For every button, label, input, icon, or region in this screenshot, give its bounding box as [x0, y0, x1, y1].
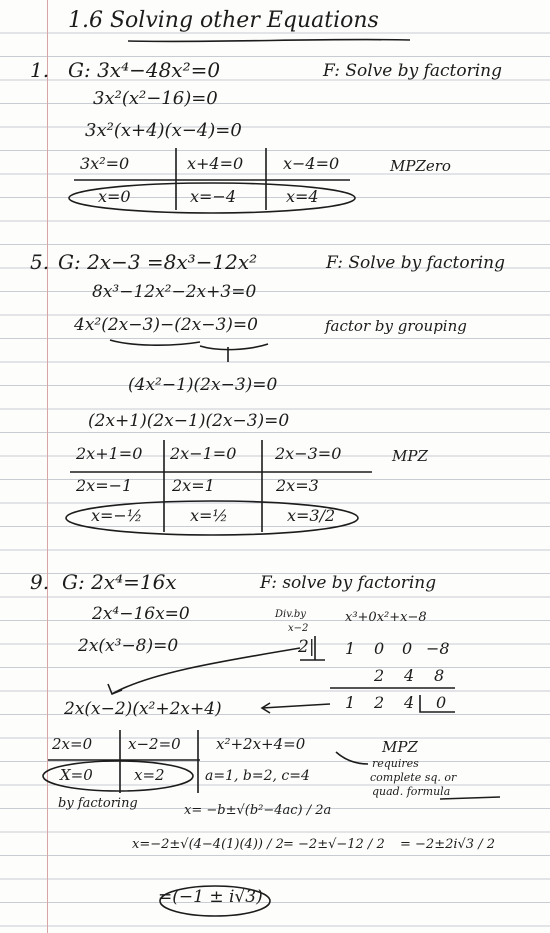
quad-formula-underline	[440, 797, 500, 799]
problem-1-mpz: MPZero	[390, 157, 451, 175]
problem-9-case-3: x²+2x+4=0	[216, 735, 306, 753]
requires-note-1: requires	[372, 757, 419, 770]
synthetic-row3-cell: 0	[436, 693, 447, 712]
problem-9-factored: 2x(x−2)(x²+2x+4)	[64, 699, 222, 719]
problem-5-case-1: 2x+1=0	[76, 444, 143, 463]
p1-solution-circle	[69, 183, 355, 213]
p5-solution-circle	[66, 501, 358, 535]
synthetic-divisor: 2|	[298, 637, 315, 657]
problem-9-div-note-1: Div.by	[275, 609, 306, 620]
final-answer: =(−1 ± i√3)	[158, 887, 263, 907]
problem-1-solution-2: x=−4	[190, 187, 237, 206]
requires-pointer	[336, 752, 368, 764]
problem-9-case-1: 2x=0	[52, 735, 93, 753]
problem-5-number: 5.	[30, 250, 50, 274]
substitution-3: = −2±2i√3 / 2	[400, 837, 495, 852]
problem-1-find: F: Solve by factoring	[323, 61, 503, 81]
synthetic-row1-cell: −8	[426, 639, 450, 658]
problem-5-isolate-3: 2x=3	[276, 476, 319, 495]
problem-5-step-4: (2x+1)(2x−1)(2x−3)=0	[88, 411, 290, 431]
problem-5-grouping-note: factor by grouping	[325, 317, 467, 335]
problem-5-solution-3: x=3/2	[287, 506, 336, 525]
synthetic-row2-cell: 8	[434, 666, 445, 685]
problem-5-solution-1: x=−½	[91, 506, 143, 525]
synthetic-row2-cell: 4	[404, 666, 415, 685]
arrow-to-factored	[262, 704, 330, 708]
p9-solution-circle	[43, 761, 193, 791]
problem-5-step-1: 8x³−12x²−2x+3=0	[92, 282, 257, 302]
problem-1-solution-3: x=4	[286, 187, 319, 206]
problem-1-case-1: 3x²=0	[80, 154, 130, 173]
synthetic-row3-cell: 4	[404, 693, 415, 712]
problem-5-isolate-2: 2x=1	[172, 476, 215, 495]
problem-9-step-2: 2x(x³−8)=0	[78, 636, 179, 656]
problem-9-div-note-2: x−2	[288, 623, 309, 634]
problem-9-find: F: solve by factoring	[260, 573, 437, 593]
problem-9-given: G: 2x⁴=16x	[62, 570, 177, 594]
problem-9-case-2: x−2=0	[128, 735, 181, 753]
problem-5-step-2: 4x²(2x−3)−(2x−3)=0	[74, 315, 258, 335]
problem-5-isolate-1: 2x=−1	[76, 476, 133, 495]
problem-1-case-3: x−4=0	[283, 154, 340, 173]
p5-brace-2	[200, 344, 268, 350]
problem-1-solution-1: x=0	[98, 187, 131, 206]
problem-5-mpz: MPZ	[392, 447, 428, 465]
problem-9-solution-1: X=0	[60, 766, 93, 784]
synthetic-row1-cell: 0	[402, 639, 413, 658]
quadratic-formula: x= −b±√(b²−4ac) / 2a	[184, 803, 332, 818]
page-title: 1.6 Solving other Equations	[68, 8, 379, 33]
problem-1-step-2: 3x²(x+4)(x−4)=0	[85, 120, 242, 141]
problem-9-number: 9.	[30, 570, 50, 594]
syn-remainder-box	[420, 695, 455, 712]
final-answer-circle	[160, 886, 270, 916]
synthetic-row3-cell: 1	[345, 693, 356, 712]
problem-9-polynomial: x³+0x²+x−8	[345, 610, 427, 625]
synthetic-row1-cell: 0	[374, 639, 385, 658]
problem-9-coefficients: a=1, b=2, c=4	[205, 768, 310, 784]
problem-9-mpz: MPZ	[382, 738, 418, 756]
synthetic-row1-cell: 1	[345, 639, 356, 658]
substitution-2: = −2±√−12 / 2	[283, 837, 385, 852]
problem-5-find: F: Solve by factoring	[326, 253, 506, 273]
arrow-div-curve	[112, 648, 300, 694]
problem-1-case-2: x+4=0	[187, 154, 244, 173]
problem-9-step-1: 2x⁴−16x=0	[92, 604, 190, 624]
problem-5-case-3: 2x−3=0	[275, 444, 342, 463]
requires-note-2: complete sq. or	[370, 771, 457, 784]
problem-1-step-1: 3x²(x²−16)=0	[93, 88, 218, 109]
problem-5-case-2: 2x−1=0	[170, 444, 237, 463]
substitution-1: x=−2±√(4−4(1)(4)) / 2	[132, 837, 284, 852]
p5-brace-1	[110, 340, 200, 345]
problem-9-solution-2: x=2	[134, 766, 165, 784]
problem-5-step-3: (4x²−1)(2x−3)=0	[128, 375, 278, 395]
by-factoring-note: by factoring	[58, 796, 138, 811]
title-underline	[128, 40, 410, 42]
synthetic-row3-cell: 2	[374, 693, 385, 712]
synthetic-row2-cell: 2	[374, 666, 385, 685]
problem-1-number: 1.	[30, 58, 50, 82]
problem-5-solution-2: x=½	[190, 506, 228, 525]
problem-5-given: G: 2x−3 =8x³−12x²	[58, 250, 258, 274]
problem-1-given: G: 3x⁴−48x²=0	[68, 58, 221, 82]
requires-note-3: quad. formula	[372, 785, 451, 798]
